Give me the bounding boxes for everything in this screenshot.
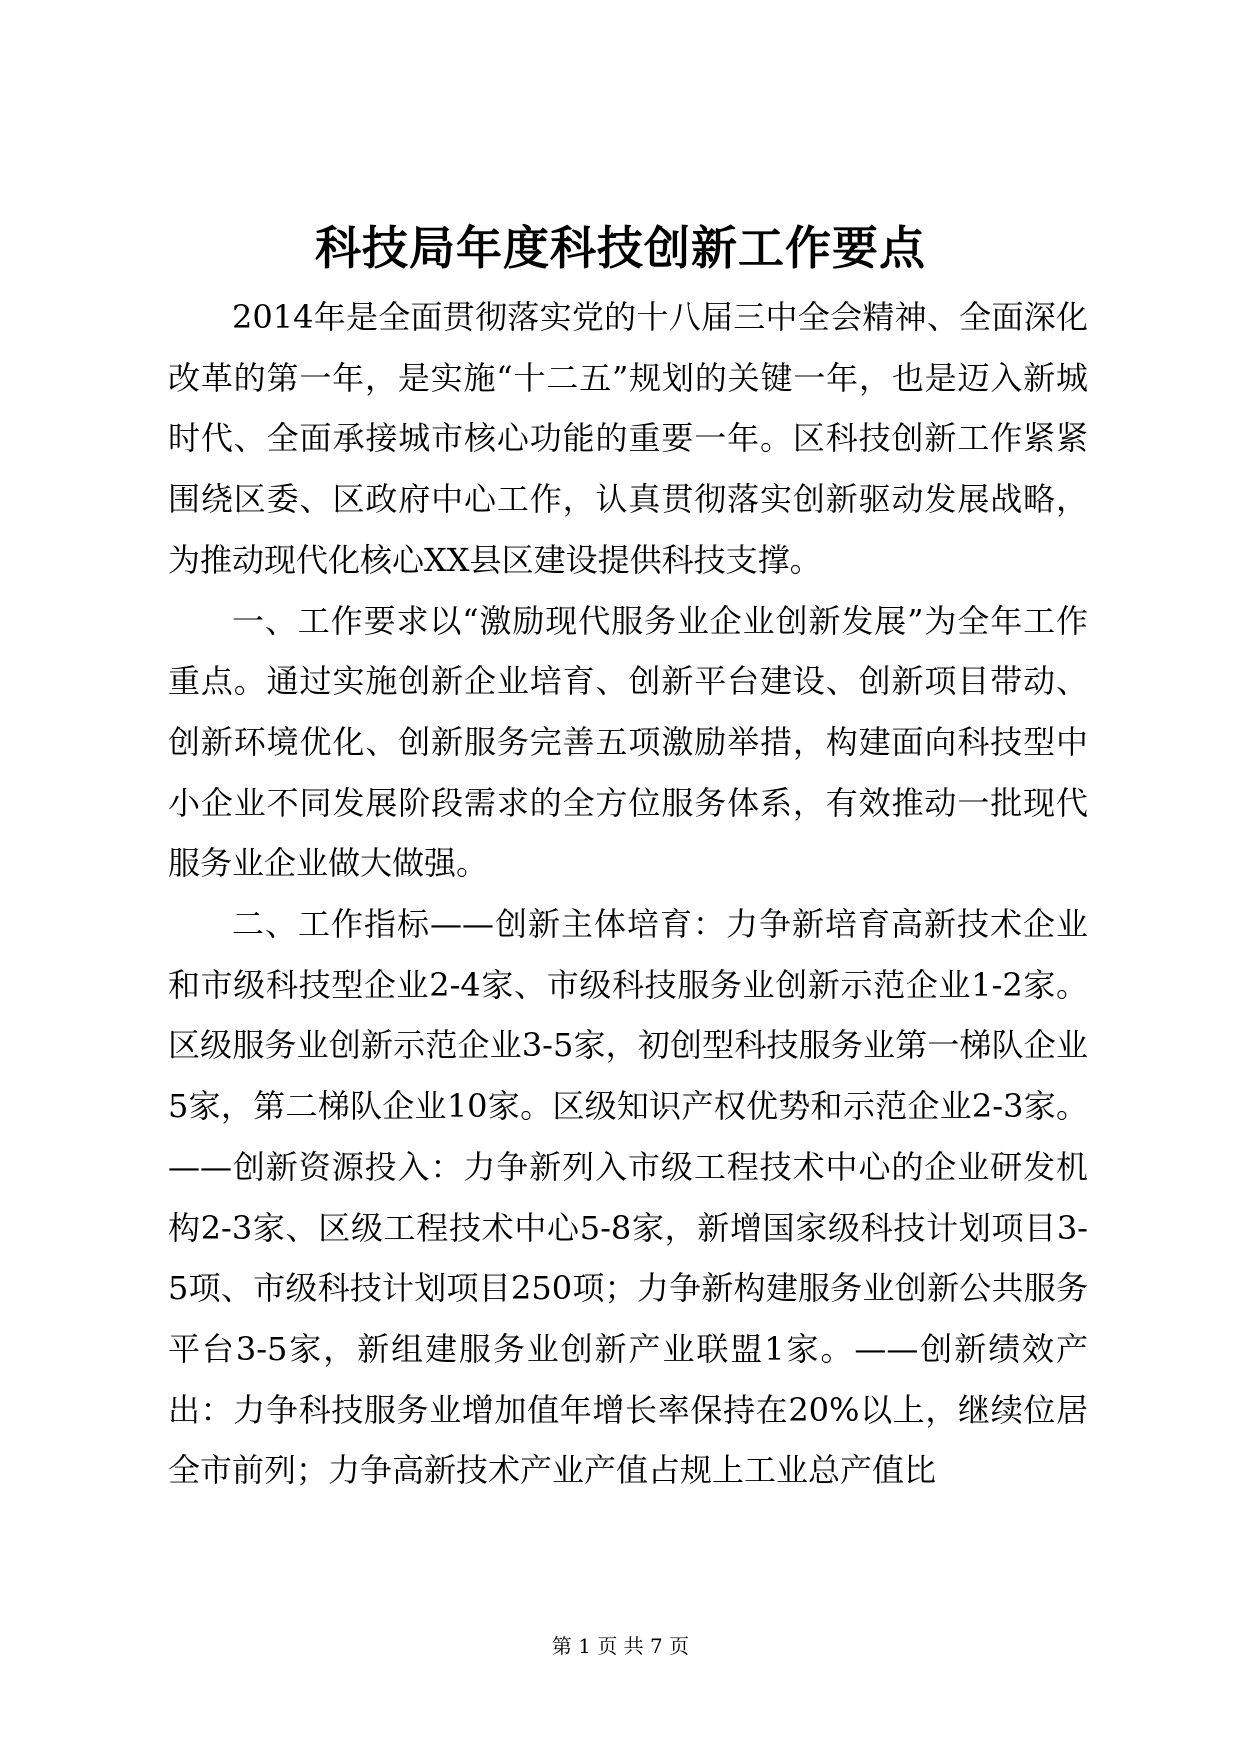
paragraph-work-indicators: 二、工作指标——创新主体培育：力争新培育高新技术企业和市级科技型企业2-4家、市级科技服务业创新示范企业1-2家。区级服务业创新示范企业3-5家，初创型科技服务业第一梯队企业5家，第二梯队企业10家。区级知识产权优势和示范企业2-3家。——创新资源投入：力争新列入市级工程技术中心的企业研发机构2-3家、区级工程技术中心5-8家，新增国家级科技计划项目3-5项、市级科技计划项目250项；力争新构建服务业创新公共服务平台3-5家，新组建服务业创新产业联盟1家。——创新绩效产出：力争科技服务业增加值年增长率保持在20%以上，继续位居全市前列；力争高新技术产业产值占规上工业总产值比	[168, 905, 1088, 1490]
document-body	[168, 287, 1088, 1501]
page-footer	[0, 1632, 1241, 1660]
paragraph-work-requirements: 一、工作要求以“激励现代服务业企业创新发展”为全年工作重点。通过实施创新企业培育、创新平台建设、创新项目带动、创新环境优化、创新服务完善五项激励举措，构建面向科技型中小企业不同发展阶段需求的全方位服务体系，有效推动一批现代服务业企业做大做强。	[168, 601, 1088, 883]
paragraph-intro: 2014年是全面贯彻落实党的十八届三中全会精神、全面深化改革的第一年，是实施“十二五”规划的关键一年，也是迈入新城时代、全面承接城市核心功能的重要一年。区科技创新工作紧紧围绕区委、区政府中心工作，认真贯彻落实创新驱动发展战略，为推动现代化核心XX县区建设提供科技支撑。	[168, 298, 1088, 579]
document-title: 科技局年度科技创新工作要点	[315, 221, 926, 275]
page-number-indicator: 第 1 页 共 7 页	[551, 1634, 690, 1658]
